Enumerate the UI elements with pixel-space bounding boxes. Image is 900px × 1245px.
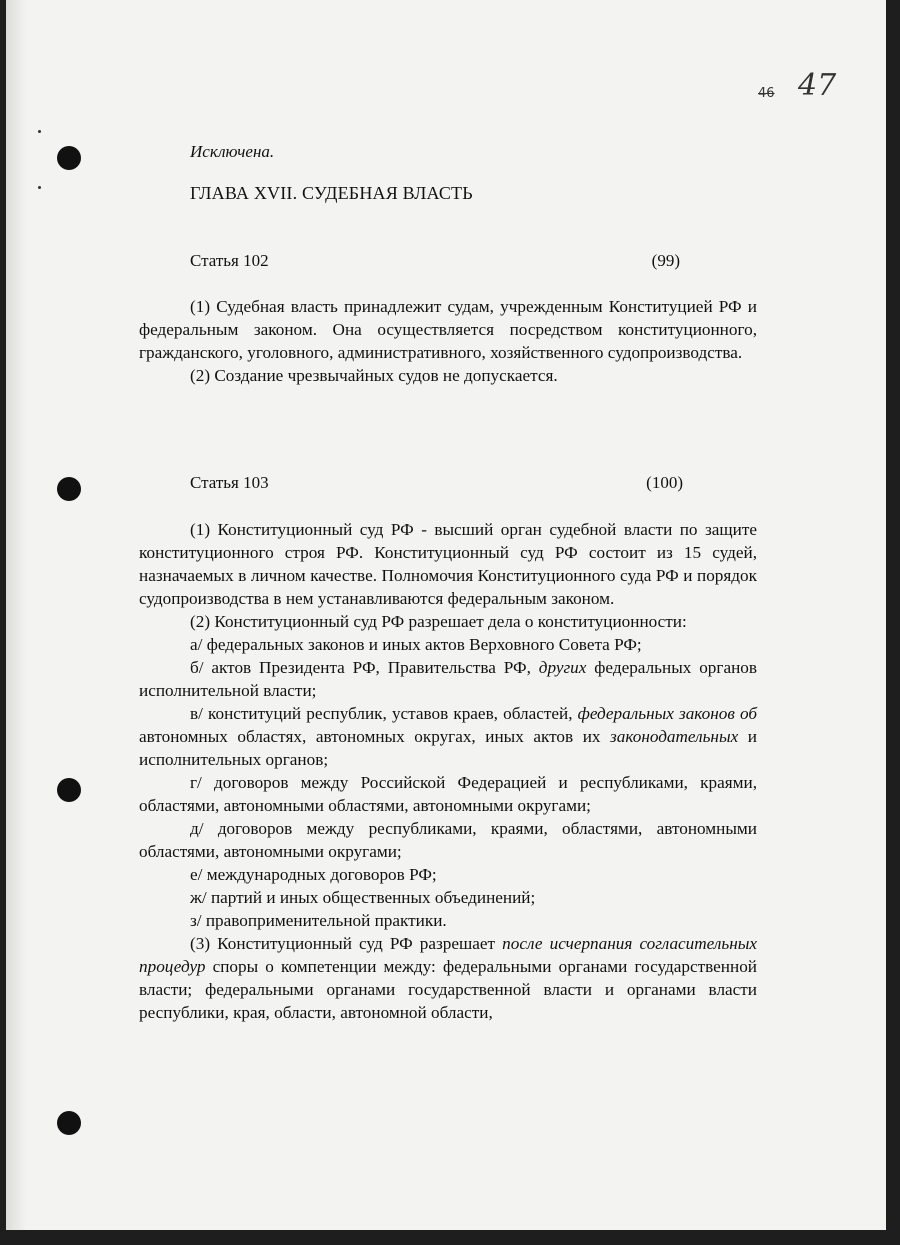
folio-number: 47 xyxy=(798,68,837,103)
punch-hole xyxy=(57,778,81,802)
article-103-body xyxy=(139,518,757,1024)
scan-speck xyxy=(38,130,41,133)
article-102-body xyxy=(139,295,757,387)
scan-speck xyxy=(38,186,41,189)
paragraph: (1) Судебная власть принадлежит судам, учрежденным Конституцией РФ и федеральным законом. Она осуществляется посредством конституционного, гражданского, уголовного, административного, хозяйственного судопроизводства. xyxy=(139,297,757,362)
chapter-title: ГЛАВА XVII. СУДЕБНАЯ ВЛАСТЬ xyxy=(190,183,473,203)
list-item: г/ договоров между Российской Федерацией и республиками, краями, областями, автономными областями, автономными округами; xyxy=(139,773,757,815)
paragraph: (1) Конституционный суд РФ - высший орган судебной власти по защите конституционного строя РФ. Конституционный суд РФ состоит из 15 судей, назначаемых в личном качестве. Полномочия Конституционного суда РФ и порядок судопроизводства в нем устанавливаются федеральным законом. xyxy=(139,520,757,608)
list-item: б/ актов Президента РФ, Правительства РФ, других федеральных органов исполнительной власти; xyxy=(139,658,757,700)
article-title: Статья 102 xyxy=(190,251,269,270)
article-ref-number: (99) xyxy=(651,251,680,270)
scan-edge-shadow xyxy=(6,0,26,1230)
list-item: з/ правоприменительной практики. xyxy=(190,911,447,930)
paragraph: (3) Конституционный суд РФ разрешает после исчерпания согласительных процедур споры о компетенции между: федеральными органами государственной власти; федеральными органами государственной власти и органами власти республики, края, области, автономной области, xyxy=(139,934,757,1022)
list-item: е/ международных договоров РФ; xyxy=(190,865,437,884)
paragraph: (2) Создание чрезвычайных судов не допускается. xyxy=(190,366,558,385)
excluded-note: Исключена. xyxy=(190,142,275,161)
list-item: в/ конституций республик, уставов краев, областей, федеральных законов об автономных областях, автономных округах, иных актов их законодательных и исполнительных органов; xyxy=(139,704,757,769)
article-102-heading xyxy=(190,251,680,271)
punch-hole xyxy=(57,146,81,170)
list-item: д/ договоров между республиками, краями, областями, автономными областями, автономными округами; xyxy=(139,819,757,861)
folio-old-number: 46 xyxy=(758,86,775,101)
paragraph: (2) Конституционный суд РФ разрешает дела о конституционности: xyxy=(190,612,687,631)
punch-hole xyxy=(57,477,81,501)
list-item: а/ федеральных законов и иных актов Верховного Совета РФ; xyxy=(190,635,642,654)
punch-hole xyxy=(57,1111,81,1135)
list-item: ж/ партий и иных общественных объединений; xyxy=(190,888,536,907)
article-ref-number: (100) xyxy=(646,473,683,492)
article-title: Статья 103 xyxy=(190,473,269,492)
article-103-heading xyxy=(190,473,683,493)
